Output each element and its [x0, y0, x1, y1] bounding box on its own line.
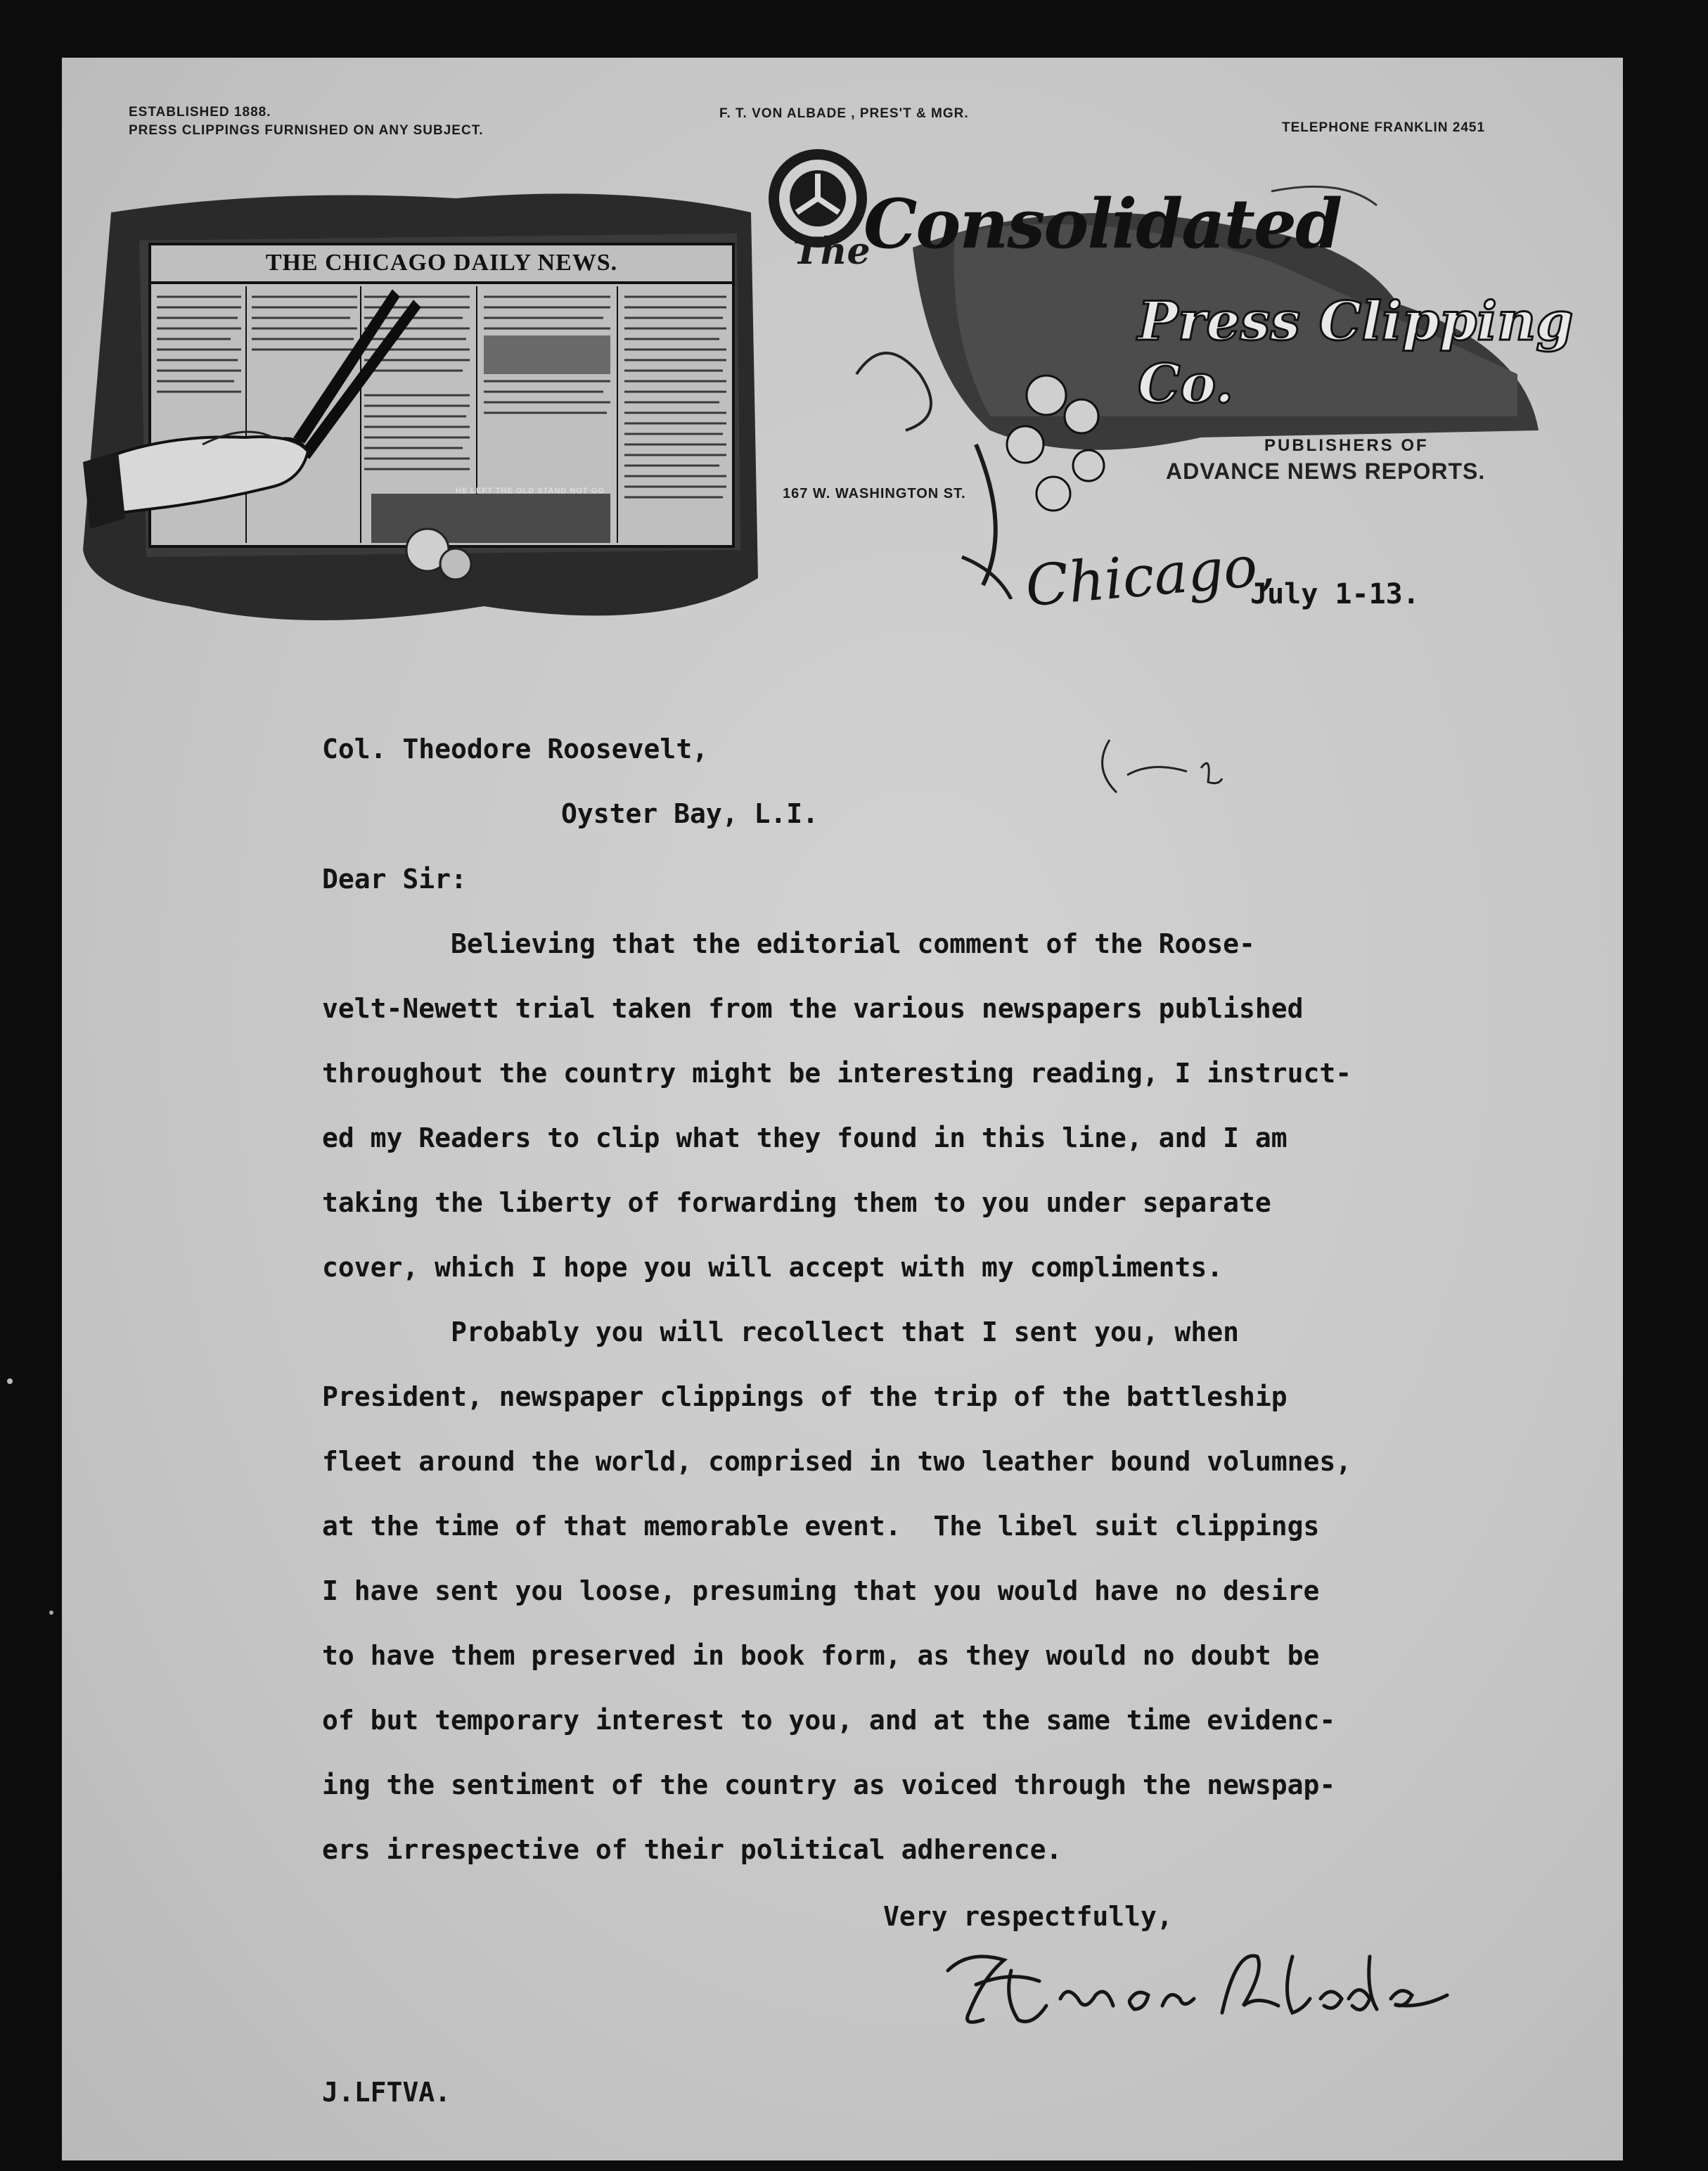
paragraph-line: of but temporary interest to you, and at the same time evidenc- — [322, 1705, 1336, 1736]
letter-page — [62, 58, 1623, 2160]
company-the: The — [793, 230, 871, 273]
paragraph-line: ers irrespective of their political adherence. — [322, 1834, 1062, 1865]
advance-news-line: ADVANCE NEWS REPORTS. — [1166, 459, 1486, 484]
publishers-line: PUBLISHERS OF — [1264, 436, 1429, 455]
paragraph-line: cover, which I hope you will accept with my compliments. — [322, 1252, 1224, 1283]
furnished-line: PRESS CLIPPINGS FURNISHED ON ANY SUBJECT. — [129, 123, 484, 138]
paragraph-line: velt-Newett trial taken from the various newspapers published — [322, 993, 1304, 1024]
paragraph-line: throughout the country might be interesting reading, I instruct- — [322, 1058, 1352, 1089]
paragraph-line: taking the liberty of forwarding them to you under separate — [322, 1187, 1271, 1218]
paragraph-line: Probably you will recollect that I sent you, when — [322, 1317, 1240, 1347]
company-name-consolidated: Consolidated — [863, 184, 1342, 264]
recipient-name: Col. Theodore Roosevelt, — [322, 734, 709, 764]
speck — [49, 1610, 53, 1615]
newspaper-title: THE CHICAGO DAILY NEWS. — [265, 250, 618, 276]
paragraph-line: ed my Readers to clip what they found in this line, and I am — [322, 1122, 1288, 1153]
paragraph-line: fleet around the world, comprised in two leather bound volumnes, — [322, 1446, 1352, 1477]
newspaper-caption: HE LEFT THE OLD STAND NOT GO — [456, 487, 605, 495]
established-line: ESTABLISHED 1888. — [129, 105, 271, 120]
address-line: 167 W. WASHINGTON ST. — [783, 486, 966, 501]
telephone-line: TELEPHONE FRANKLIN 2451 — [1282, 120, 1486, 135]
letter-date: July 1-13. — [1250, 578, 1420, 610]
signature — [927, 1928, 1461, 2048]
pencil-mark — [1089, 726, 1229, 803]
paragraph-line: I have sent you loose, presuming that you would have no desire — [322, 1575, 1320, 1606]
paragraph-line: President, newspaper clippings of the trip of the battleship — [322, 1381, 1288, 1412]
paragraph-line: at the time of that memorable event. The libel suit clippings — [322, 1511, 1320, 1542]
speck — [7, 1378, 13, 1384]
recipient-address: Oyster Bay, L.I. — [561, 798, 819, 829]
president-line: F. T. VON ALBADE , PRES'T & MGR. — [719, 106, 969, 121]
paragraph-line: ing the sentiment of the country as voiced through the newspap- — [322, 1769, 1336, 1800]
paragraph-line: to have them preserved in book form, as they would no doubt be — [322, 1640, 1320, 1671]
closing: Very respectfully, — [883, 1901, 1173, 1932]
company-name-press-clipping: Press Clipping Co. — [1138, 290, 1574, 415]
typist-initials: J.LFTVA. — [322, 2077, 451, 2108]
city-script: Chicago, — [1022, 532, 1278, 620]
salutation: Dear Sir: — [322, 864, 467, 895]
paragraph-line: Believing that the editorial comment of the Roose- — [322, 928, 1255, 959]
